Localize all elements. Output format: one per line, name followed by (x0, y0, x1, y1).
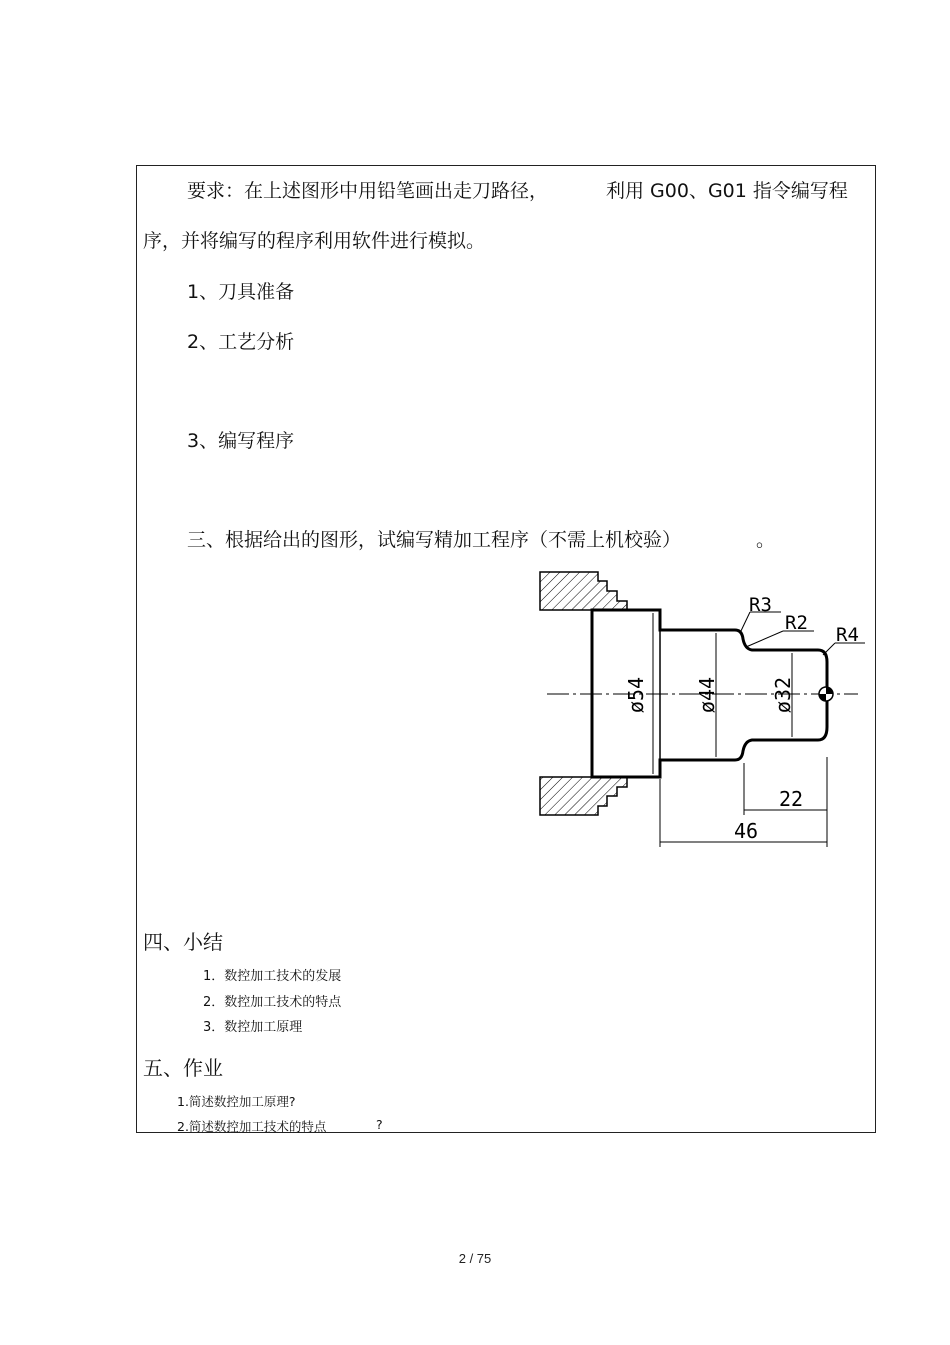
dim-d54: ø54 (624, 676, 648, 714)
step-process-analysis: 2、工艺分析 (187, 331, 295, 353)
radius-r3: R3 (749, 594, 772, 616)
dim-d32: ø32 (771, 676, 795, 714)
section4-title: 四、小结 (143, 930, 223, 954)
page-number: 2 / 75 (458, 1251, 492, 1266)
chuck-jaw-top (540, 572, 627, 610)
homework-item: 2.简述数控加工技术的特点 (177, 1119, 327, 1134)
summary-item: 3．数控加工原理 (203, 1020, 303, 1035)
section3-title: 三、根据给出的图形，试编写精加工程序（不需上机校验） (187, 529, 682, 551)
homework-item: 1.简述数控加工原理? (177, 1094, 296, 1109)
step-tool-prep: 1、刀具准备 (187, 281, 295, 303)
radius-r4: R4 (836, 624, 859, 646)
part-drawing (535, 567, 868, 854)
homework-item-mark: ? (376, 1117, 383, 1132)
section3-end-mark: 。 (756, 529, 776, 551)
dim-length-46: 46 (733, 819, 759, 843)
radius-r2: R2 (785, 612, 808, 634)
dim-d44: ø44 (695, 676, 719, 714)
step-write-program: 3、编写程序 (187, 430, 295, 452)
section5-title: 五、作业 (143, 1056, 223, 1080)
requirement-line2: 序，并将编写的程序利用软件进行模拟。 (143, 230, 486, 252)
requirement-line1-a: 要求：在上述图形中用铅笔画出走刀路径， (187, 180, 549, 202)
summary-item: 1．数控加工技术的发展 (203, 969, 342, 984)
chuck-jaw-bottom (540, 777, 627, 815)
summary-item: 2．数控加工技术的特点 (203, 995, 342, 1010)
requirement-line1-b: 利用 G00、G01 指令编写程 (606, 180, 848, 202)
dim-length-22: 22 (778, 787, 804, 811)
